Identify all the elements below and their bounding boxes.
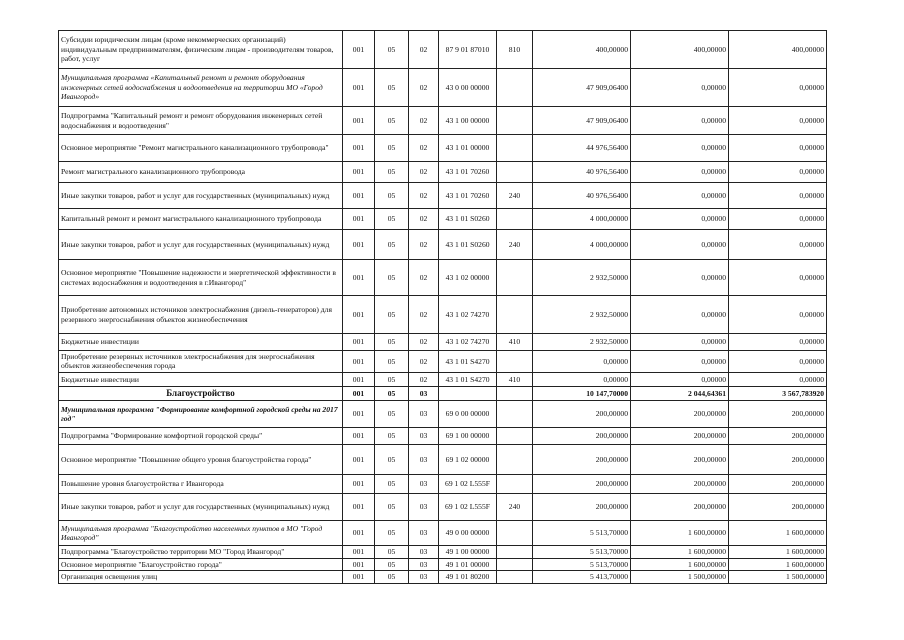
table-body <box>59 31 827 584</box>
grbs-code-cell: 001 <box>343 475 375 494</box>
expense-type-cell <box>497 209 533 230</box>
expense-type-cell <box>497 445 533 475</box>
target-article-cell: 69 1 02 L555F <box>439 494 497 521</box>
row-name-cell: Основное мероприятие "Благоустройство города" <box>59 558 343 570</box>
table-row <box>59 260 827 296</box>
subsection-code-cell: 02 <box>409 230 439 260</box>
amount-year3-cell: 400,00000 <box>729 31 827 69</box>
section-code-cell: 05 <box>375 162 409 183</box>
amount-year1-cell: 47 909,06400 <box>533 107 631 135</box>
target-article-cell: 87 9 01 87010 <box>439 31 497 69</box>
row-name-cell: Основное мероприятие "Повышение общего уровня благоустройства города" <box>59 445 343 475</box>
target-article-cell <box>439 386 497 400</box>
amount-year2-cell: 0,00000 <box>631 69 729 107</box>
amount-year1-cell: 5 513,70000 <box>533 546 631 558</box>
grbs-code-cell: 001 <box>343 546 375 558</box>
row-name-cell: Основное мероприятие "Ремонт магистрального канализационного трубопровода" <box>59 135 343 162</box>
subsection-code-cell: 03 <box>409 445 439 475</box>
amount-year1-cell: 200,00000 <box>533 401 631 428</box>
grbs-code-cell: 001 <box>343 209 375 230</box>
section-code-cell: 05 <box>375 69 409 107</box>
amount-year1-cell: 5 513,70000 <box>533 521 631 546</box>
target-article-cell: 69 1 00 00000 <box>439 428 497 445</box>
section-code-cell: 05 <box>375 546 409 558</box>
table-row <box>59 558 827 570</box>
amount-year3-cell: 0,00000 <box>729 162 827 183</box>
section-code-cell: 05 <box>375 351 409 373</box>
amount-year2-cell: 1 600,00000 <box>631 521 729 546</box>
subsection-code-cell: 03 <box>409 428 439 445</box>
table-row <box>59 209 827 230</box>
table-row <box>59 571 827 583</box>
expense-type-cell <box>497 401 533 428</box>
budget-table <box>58 30 827 584</box>
target-article-cell: 43 1 01 00000 <box>439 135 497 162</box>
amount-year2-cell: 0,00000 <box>631 162 729 183</box>
expense-type-cell: 240 <box>497 230 533 260</box>
amount-year3-cell: 200,00000 <box>729 475 827 494</box>
section-code-cell: 05 <box>375 209 409 230</box>
section-code-cell: 05 <box>375 571 409 583</box>
amount-year2-cell: 200,00000 <box>631 494 729 521</box>
subsection-code-cell: 03 <box>409 475 439 494</box>
section-code-cell: 05 <box>375 183 409 209</box>
target-article-cell: 43 1 01 S0260 <box>439 230 497 260</box>
amount-year1-cell: 200,00000 <box>533 494 631 521</box>
grbs-code-cell: 001 <box>343 494 375 521</box>
amount-year3-cell: 0,00000 <box>729 260 827 296</box>
grbs-code-cell: 001 <box>343 351 375 373</box>
expense-type-cell <box>497 475 533 494</box>
grbs-code-cell: 001 <box>343 135 375 162</box>
grbs-code-cell: 001 <box>343 372 375 386</box>
section-code-cell: 05 <box>375 372 409 386</box>
row-name-cell: Приобретение автономных источников электроснабжения (дизель-генераторов) для резервного энергоснабжения объектов жизнеобеспечения <box>59 296 343 334</box>
grbs-code-cell: 001 <box>343 334 375 351</box>
amount-year3-cell: 200,00000 <box>729 494 827 521</box>
grbs-code-cell: 001 <box>343 558 375 570</box>
target-article-cell: 43 1 01 S4270 <box>439 372 497 386</box>
table-row <box>59 230 827 260</box>
expense-type-cell <box>497 546 533 558</box>
amount-year2-cell: 0,00000 <box>631 260 729 296</box>
row-name-cell: Подпрограмма "Формирование комфортной городской среды" <box>59 428 343 445</box>
amount-year2-cell: 1 500,00000 <box>631 571 729 583</box>
amount-year3-cell: 0,00000 <box>729 334 827 351</box>
subsection-code-cell: 02 <box>409 162 439 183</box>
grbs-code-cell: 001 <box>343 386 375 400</box>
target-article-cell: 43 1 01 S4270 <box>439 351 497 373</box>
amount-year1-cell: 5 413,70000 <box>533 571 631 583</box>
subsection-code-cell: 02 <box>409 135 439 162</box>
amount-year3-cell: 0,00000 <box>729 135 827 162</box>
amount-year3-cell: 0,00000 <box>729 372 827 386</box>
amount-year2-cell: 0,00000 <box>631 107 729 135</box>
table-row <box>59 162 827 183</box>
amount-year2-cell: 200,00000 <box>631 445 729 475</box>
expense-type-cell <box>497 162 533 183</box>
amount-year3-cell: 1 600,00000 <box>729 546 827 558</box>
target-article-cell: 43 1 02 74270 <box>439 296 497 334</box>
subsection-code-cell: 03 <box>409 494 439 521</box>
row-name-cell: Иные закупки товаров, работ и услуг для государственных (муниципальных) нужд <box>59 183 343 209</box>
amount-year2-cell: 0,00000 <box>631 135 729 162</box>
table-row <box>59 494 827 521</box>
grbs-code-cell: 001 <box>343 571 375 583</box>
amount-year1-cell: 200,00000 <box>533 445 631 475</box>
table-row <box>59 107 827 135</box>
amount-year1-cell: 2 932,50000 <box>533 260 631 296</box>
grbs-code-cell: 001 <box>343 69 375 107</box>
table-row <box>59 334 827 351</box>
table-row <box>59 183 827 209</box>
section-code-cell: 05 <box>375 107 409 135</box>
amount-year3-cell: 1 500,00000 <box>729 571 827 583</box>
amount-year1-cell: 400,00000 <box>533 31 631 69</box>
target-article-cell: 43 1 01 S0260 <box>439 209 497 230</box>
table-row <box>59 135 827 162</box>
expense-type-cell: 240 <box>497 183 533 209</box>
row-name-cell: Подпрограмма "Капитальный ремонт и ремонт оборудования инженерных сетей водоснабжения и водоотведения" <box>59 107 343 135</box>
amount-year2-cell: 0,00000 <box>631 183 729 209</box>
row-name-cell: Приобретение резервных источников электроснабжения для энергоснабжения объектов жизнеобеспечения города <box>59 351 343 373</box>
subsection-code-cell: 02 <box>409 260 439 296</box>
amount-year3-cell: 0,00000 <box>729 296 827 334</box>
amount-year3-cell: 1 600,00000 <box>729 521 827 546</box>
target-article-cell: 43 1 01 70260 <box>439 162 497 183</box>
amount-year2-cell: 200,00000 <box>631 475 729 494</box>
amount-year2-cell: 0,00000 <box>631 230 729 260</box>
amount-year1-cell: 2 932,50000 <box>533 296 631 334</box>
expense-type-cell <box>497 521 533 546</box>
target-article-cell: 69 1 02 L555F <box>439 475 497 494</box>
subsection-code-cell: 03 <box>409 401 439 428</box>
row-name-cell: Бюджетные инвестиции <box>59 372 343 386</box>
subsection-code-cell: 02 <box>409 183 439 209</box>
expense-type-cell <box>497 107 533 135</box>
table-row <box>59 475 827 494</box>
subsection-code-cell: 03 <box>409 558 439 570</box>
target-article-cell: 49 1 01 80200 <box>439 571 497 583</box>
section-code-cell: 05 <box>375 386 409 400</box>
row-name-cell: Иные закупки товаров, работ и услуг для государственных (муниципальных) нужд <box>59 494 343 521</box>
amount-year3-cell: 200,00000 <box>729 445 827 475</box>
amount-year1-cell: 4 000,00000 <box>533 230 631 260</box>
target-article-cell: 43 1 00 00000 <box>439 107 497 135</box>
subsection-code-cell: 03 <box>409 546 439 558</box>
subsection-code-cell: 02 <box>409 296 439 334</box>
row-name-cell: Благоустройство <box>59 386 343 400</box>
target-article-cell: 49 1 00 00000 <box>439 546 497 558</box>
subsection-code-cell: 02 <box>409 334 439 351</box>
row-name-cell: Организация освещения улиц <box>59 571 343 583</box>
grbs-code-cell: 001 <box>343 401 375 428</box>
section-code-cell: 05 <box>375 401 409 428</box>
row-name-cell: Подпрограмма "Благоустройство территории МО "Город Ивангород" <box>59 546 343 558</box>
table-row <box>59 401 827 428</box>
amount-year1-cell: 40 976,56400 <box>533 162 631 183</box>
expense-type-cell <box>497 351 533 373</box>
amount-year2-cell: 0,00000 <box>631 296 729 334</box>
amount-year1-cell: 0,00000 <box>533 351 631 373</box>
subsection-code-cell: 02 <box>409 372 439 386</box>
amount-year3-cell: 0,00000 <box>729 230 827 260</box>
amount-year2-cell: 1 600,00000 <box>631 558 729 570</box>
row-name-cell: Муниципальная программа "Благоустройство населенных пунктов в МО "Город Ивангород" <box>59 521 343 546</box>
table-row <box>59 296 827 334</box>
grbs-code-cell: 001 <box>343 521 375 546</box>
amount-year3-cell: 3 567,783920 <box>729 386 827 400</box>
target-article-cell: 69 1 02 00000 <box>439 445 497 475</box>
section-code-cell: 05 <box>375 31 409 69</box>
table-row <box>59 351 827 373</box>
grbs-code-cell: 001 <box>343 162 375 183</box>
amount-year2-cell: 0,00000 <box>631 351 729 373</box>
grbs-code-cell: 001 <box>343 107 375 135</box>
subsection-code-cell: 02 <box>409 107 439 135</box>
section-code-cell: 05 <box>375 260 409 296</box>
target-article-cell: 43 1 01 70260 <box>439 183 497 209</box>
row-name-cell: Ремонт магистрального канализационного трубопровода <box>59 162 343 183</box>
table-row <box>59 521 827 546</box>
amount-year3-cell: 0,00000 <box>729 183 827 209</box>
target-article-cell: 43 1 02 00000 <box>439 260 497 296</box>
amount-year2-cell: 0,00000 <box>631 334 729 351</box>
amount-year2-cell: 200,00000 <box>631 401 729 428</box>
amount-year1-cell: 200,00000 <box>533 428 631 445</box>
amount-year2-cell: 0,00000 <box>631 372 729 386</box>
section-code-cell: 05 <box>375 494 409 521</box>
amount-year3-cell: 200,00000 <box>729 401 827 428</box>
row-name-cell: Субсидии юридическим лицам (кроме некоммерческих организаций) индивидуальным предпринимателям, физическим лицам - производителям товаров, работ, услуг <box>59 31 343 69</box>
amount-year1-cell: 44 976,56400 <box>533 135 631 162</box>
amount-year3-cell: 0,00000 <box>729 107 827 135</box>
amount-year1-cell: 0,00000 <box>533 372 631 386</box>
target-article-cell: 43 0 00 00000 <box>439 69 497 107</box>
amount-year2-cell: 2 044,64361 <box>631 386 729 400</box>
amount-year3-cell: 0,00000 <box>729 69 827 107</box>
subsection-code-cell: 03 <box>409 386 439 400</box>
table-row <box>59 445 827 475</box>
row-name-cell: Капитальный ремонт и ремонт магистрального канализационного трубопровода <box>59 209 343 230</box>
amount-year2-cell: 400,00000 <box>631 31 729 69</box>
table-row <box>59 546 827 558</box>
table-row <box>59 69 827 107</box>
expense-type-cell <box>497 135 533 162</box>
section-header-row <box>59 386 827 400</box>
section-code-cell: 05 <box>375 135 409 162</box>
table-row <box>59 372 827 386</box>
amount-year1-cell: 200,00000 <box>533 475 631 494</box>
target-article-cell: 69 0 00 00000 <box>439 401 497 428</box>
amount-year1-cell: 5 513,70000 <box>533 558 631 570</box>
expense-type-cell <box>497 69 533 107</box>
expense-type-cell <box>497 428 533 445</box>
grbs-code-cell: 001 <box>343 183 375 209</box>
target-article-cell: 43 1 02 74270 <box>439 334 497 351</box>
expense-type-cell <box>497 386 533 400</box>
expense-type-cell <box>497 571 533 583</box>
amount-year2-cell: 1 600,00000 <box>631 546 729 558</box>
subsection-code-cell: 02 <box>409 351 439 373</box>
section-code-cell: 05 <box>375 428 409 445</box>
section-code-cell: 05 <box>375 445 409 475</box>
expense-type-cell: 410 <box>497 372 533 386</box>
section-code-cell: 05 <box>375 521 409 546</box>
amount-year3-cell: 1 600,00000 <box>729 558 827 570</box>
amount-year2-cell: 200,00000 <box>631 428 729 445</box>
amount-year1-cell: 40 976,56400 <box>533 183 631 209</box>
section-code-cell: 05 <box>375 475 409 494</box>
row-name-cell: Муниципальная программа "Формирование комфортной городской среды на 2017 год" <box>59 401 343 428</box>
table-row <box>59 428 827 445</box>
amount-year3-cell: 0,00000 <box>729 209 827 230</box>
subsection-code-cell: 02 <box>409 209 439 230</box>
subsection-code-cell: 02 <box>409 69 439 107</box>
amount-year3-cell: 200,00000 <box>729 428 827 445</box>
amount-year1-cell: 2 932,50000 <box>533 334 631 351</box>
expense-type-cell <box>497 296 533 334</box>
row-name-cell: Основное мероприятие "Повышение надежности и энергетической эффективности в системах водоснабжения и водоотведения в г.Ивангород" <box>59 260 343 296</box>
row-name-cell: Муниципальная программа «Капитальный ремонт и ремонт оборудования инженерных сетей водоснабжения и водоотведения на территории МО «Город Ивангород» <box>59 69 343 107</box>
expense-type-cell <box>497 558 533 570</box>
grbs-code-cell: 001 <box>343 230 375 260</box>
amount-year1-cell: 4 000,00000 <box>533 209 631 230</box>
row-name-cell: Бюджетные инвестиции <box>59 334 343 351</box>
grbs-code-cell: 001 <box>343 31 375 69</box>
row-name-cell: Повышение уровня благоустройства г Ивангорода <box>59 475 343 494</box>
amount-year1-cell: 47 909,06400 <box>533 69 631 107</box>
subsection-code-cell: 02 <box>409 31 439 69</box>
section-code-cell: 05 <box>375 334 409 351</box>
amount-year3-cell: 0,00000 <box>729 351 827 373</box>
expense-type-cell: 810 <box>497 31 533 69</box>
section-code-cell: 05 <box>375 296 409 334</box>
amount-year1-cell: 10 147,70000 <box>533 386 631 400</box>
row-name-cell: Иные закупки товаров, работ и услуг для государственных (муниципальных) нужд <box>59 230 343 260</box>
subsection-code-cell: 03 <box>409 521 439 546</box>
subsection-code-cell: 03 <box>409 571 439 583</box>
grbs-code-cell: 001 <box>343 445 375 475</box>
table-row <box>59 31 827 69</box>
expense-type-cell: 410 <box>497 334 533 351</box>
grbs-code-cell: 001 <box>343 296 375 334</box>
grbs-code-cell: 001 <box>343 260 375 296</box>
expense-type-cell: 240 <box>497 494 533 521</box>
target-article-cell: 49 1 01 00000 <box>439 558 497 570</box>
section-code-cell: 05 <box>375 230 409 260</box>
expense-type-cell <box>497 260 533 296</box>
target-article-cell: 49 0 00 00000 <box>439 521 497 546</box>
section-code-cell: 05 <box>375 558 409 570</box>
grbs-code-cell: 001 <box>343 428 375 445</box>
amount-year2-cell: 0,00000 <box>631 209 729 230</box>
